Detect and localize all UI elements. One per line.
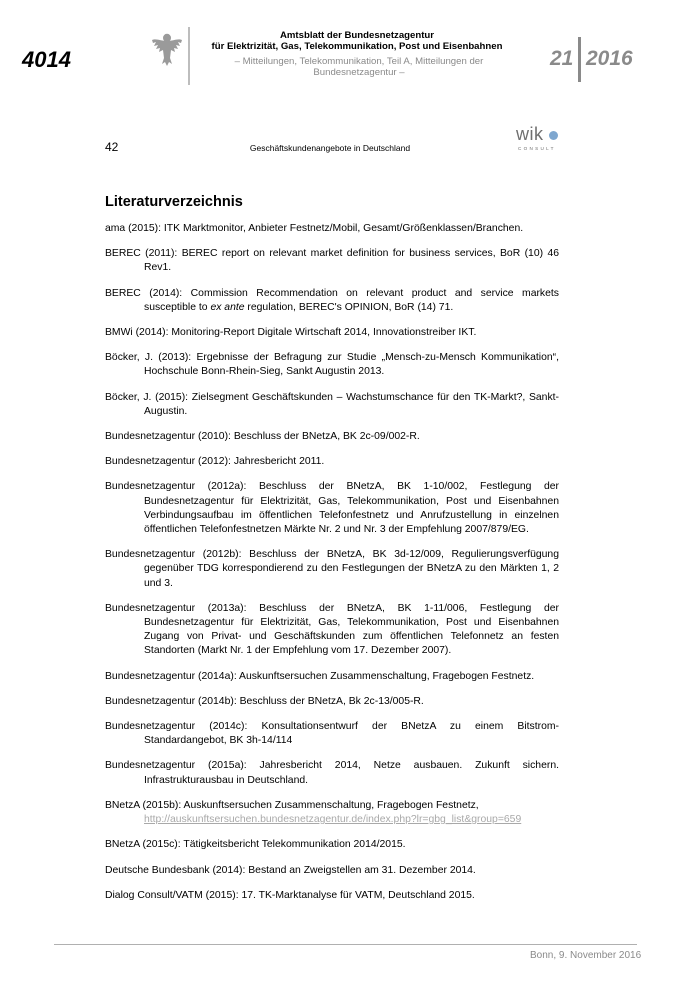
reference-text: BEREC (2014): Commission Recommendation on relevant product and service markets susceptible to <box>105 287 559 313</box>
reference-entry <box>105 799 559 827</box>
footer-divider <box>54 944 637 945</box>
reference-entry: Bundesnetzagentur (2012b): Beschluss der BNetzA, BK 3d-12/009, Regulierungsverfügung gegenüber TDG korrespondierend zu den Festlegungen der BNetzA zu den Märkten 1, 2 und 3. <box>105 549 559 589</box>
gazette-subtitle: – Mitteilungen, Telekommunikation, Teil A, Mitteilungen der Bundesnetzagentur – <box>234 56 484 78</box>
reference-entry: Bundesnetzagentur (2012a): Beschluss der BNetzA, BK 1-10/002, Festlegung der Bundesnetzagentur für Elektrizität, Gas, Telekommunikation, Post und Eisenbahnen Verbindungsaufbau im öffentlichen Telefonfestnetz und Anrufzustellung in einzelnen öffentlichen Telefonfestnetzen Märkte Nr. 2 und Nr. 3 der Empfehlung 2007/879/EG. <box>105 481 559 536</box>
reference-url-link[interactable]: http://auskunftsersuchen.bundesnetzagentur.de/index.php?lr=gbg_list&group=659 <box>144 814 522 826</box>
reference-emphasis: ex ante <box>210 301 245 313</box>
reference-entry: Bundesnetzagentur (2014b): Beschluss der BNetzA, Bk 2c-13/005-R. <box>105 695 424 707</box>
reference-entry <box>105 287 559 315</box>
reference-entry: BMWi (2014): Monitoring-Report Digitale Wirtschaft 2014, Innovationstreiber IKT. <box>105 327 477 339</box>
issue-year: 2016 <box>586 47 633 70</box>
header-divider <box>188 27 190 85</box>
section-heading: Literaturverzeichnis <box>105 194 243 210</box>
reference-entry: BNetzA (2015c): Tätigkeitsbericht Telekommunikation 2014/2015. <box>105 839 406 851</box>
reference-entry: Böcker, J. (2013): Ergebnisse der Befragung zur Studie „Mensch-zu-Mensch Kommunikation“, Hochschule Bonn-Rhein-Sieg, Sankt Augustin 2013. <box>105 352 559 378</box>
document-running-title: Geschäftskundenangebote in Deutschland <box>249 143 411 153</box>
reference-entry: Böcker, J. (2015): Zielsegment Geschäftskunden – Wachstumschance für den TK-Markt?, Sankt-Augustin. <box>105 391 559 417</box>
wik-logo-mark-icon <box>549 131 558 140</box>
reference-text: BNetzA (2015b): Auskunftsersuchen Zusammenschaltung, Fragebogen Festnetz, <box>105 799 479 811</box>
wik-consult-logo <box>516 124 562 154</box>
federal-eagle-icon <box>151 30 183 70</box>
wik-logo-subtext: CONSULT <box>518 146 556 151</box>
reference-entry: Deutsche Bundesbank (2014): Bestand an Zweigstellen am 31. Dezember 2014. <box>105 864 476 876</box>
reference-entry: ama (2015): ITK Marktmonitor, Anbieter Festnetz/Mobil, Gesamt/Größenklassen/Branchen. <box>105 223 524 234</box>
reference-entry: Bundesnetzagentur (2013a): Beschluss der BNetzA, BK 1-11/006, Festlegung der Bundesnetzagentur für Elektrizität, Gas, Telekommunikation, Post und Eisenbahnen Zugang von Privat- und Geschäftskunden zum öffentlichen Telefonnetz an festen Standorten (Markt Nr. 1 der Empfehlung vom 17. Dezember 2007). <box>105 602 559 657</box>
gazette-title <box>200 30 514 52</box>
reference-entry: Bundesnetzagentur (2015a): Jahresbericht 2014, Netze ausbauen. Zukunft sichern. Infrastrukturausbau in Deutschland. <box>105 760 559 786</box>
document-page-number: 42 <box>105 140 119 154</box>
wik-logo-word: wik <box>516 124 544 144</box>
footer-date: Bonn, 9. November 2016 <box>530 950 642 961</box>
reference-text: regulation, BEREC's OPINION, BoR (14) 71. <box>244 301 454 313</box>
reference-entry: Bundesnetzagentur (2014c): Konsultationsentwurf der BNetzA zu einem Bitstrom-Standardangebot, BK 3h-14/114 <box>105 721 559 747</box>
reference-entry: Bundesnetzagentur (2010): Beschluss der BNetzA, BK 2c-09/002-R. <box>105 431 420 443</box>
gazette-page-number: 4014 <box>22 47 71 72</box>
issue-divider <box>578 37 581 82</box>
reference-entry: Bundesnetzagentur (2014a): Auskunftsersuchen Zusammenschaltung, Fragebogen Festnetz. <box>105 670 535 682</box>
reference-entry: Bundesnetzagentur (2012): Jahresbericht 2011. <box>105 456 325 468</box>
reference-entry: BEREC (2011): BEREC report on relevant market definition for business services, BoR (10) 46 Rev1. <box>105 248 559 274</box>
reference-list <box>105 222 559 914</box>
issue-number: 21 <box>550 47 574 70</box>
reference-entry: Dialog Consult/VATM (2015): 17. TK-Marktanalyse für VATM, Deutschland 2015. <box>105 889 475 901</box>
gazette-title-line2: für Elektrizität, Gas, Telekommunikation, Post und Eisenbahnen <box>211 41 503 52</box>
gazette-title-line1: Amtsblatt der Bundesnetzagentur <box>279 30 435 41</box>
